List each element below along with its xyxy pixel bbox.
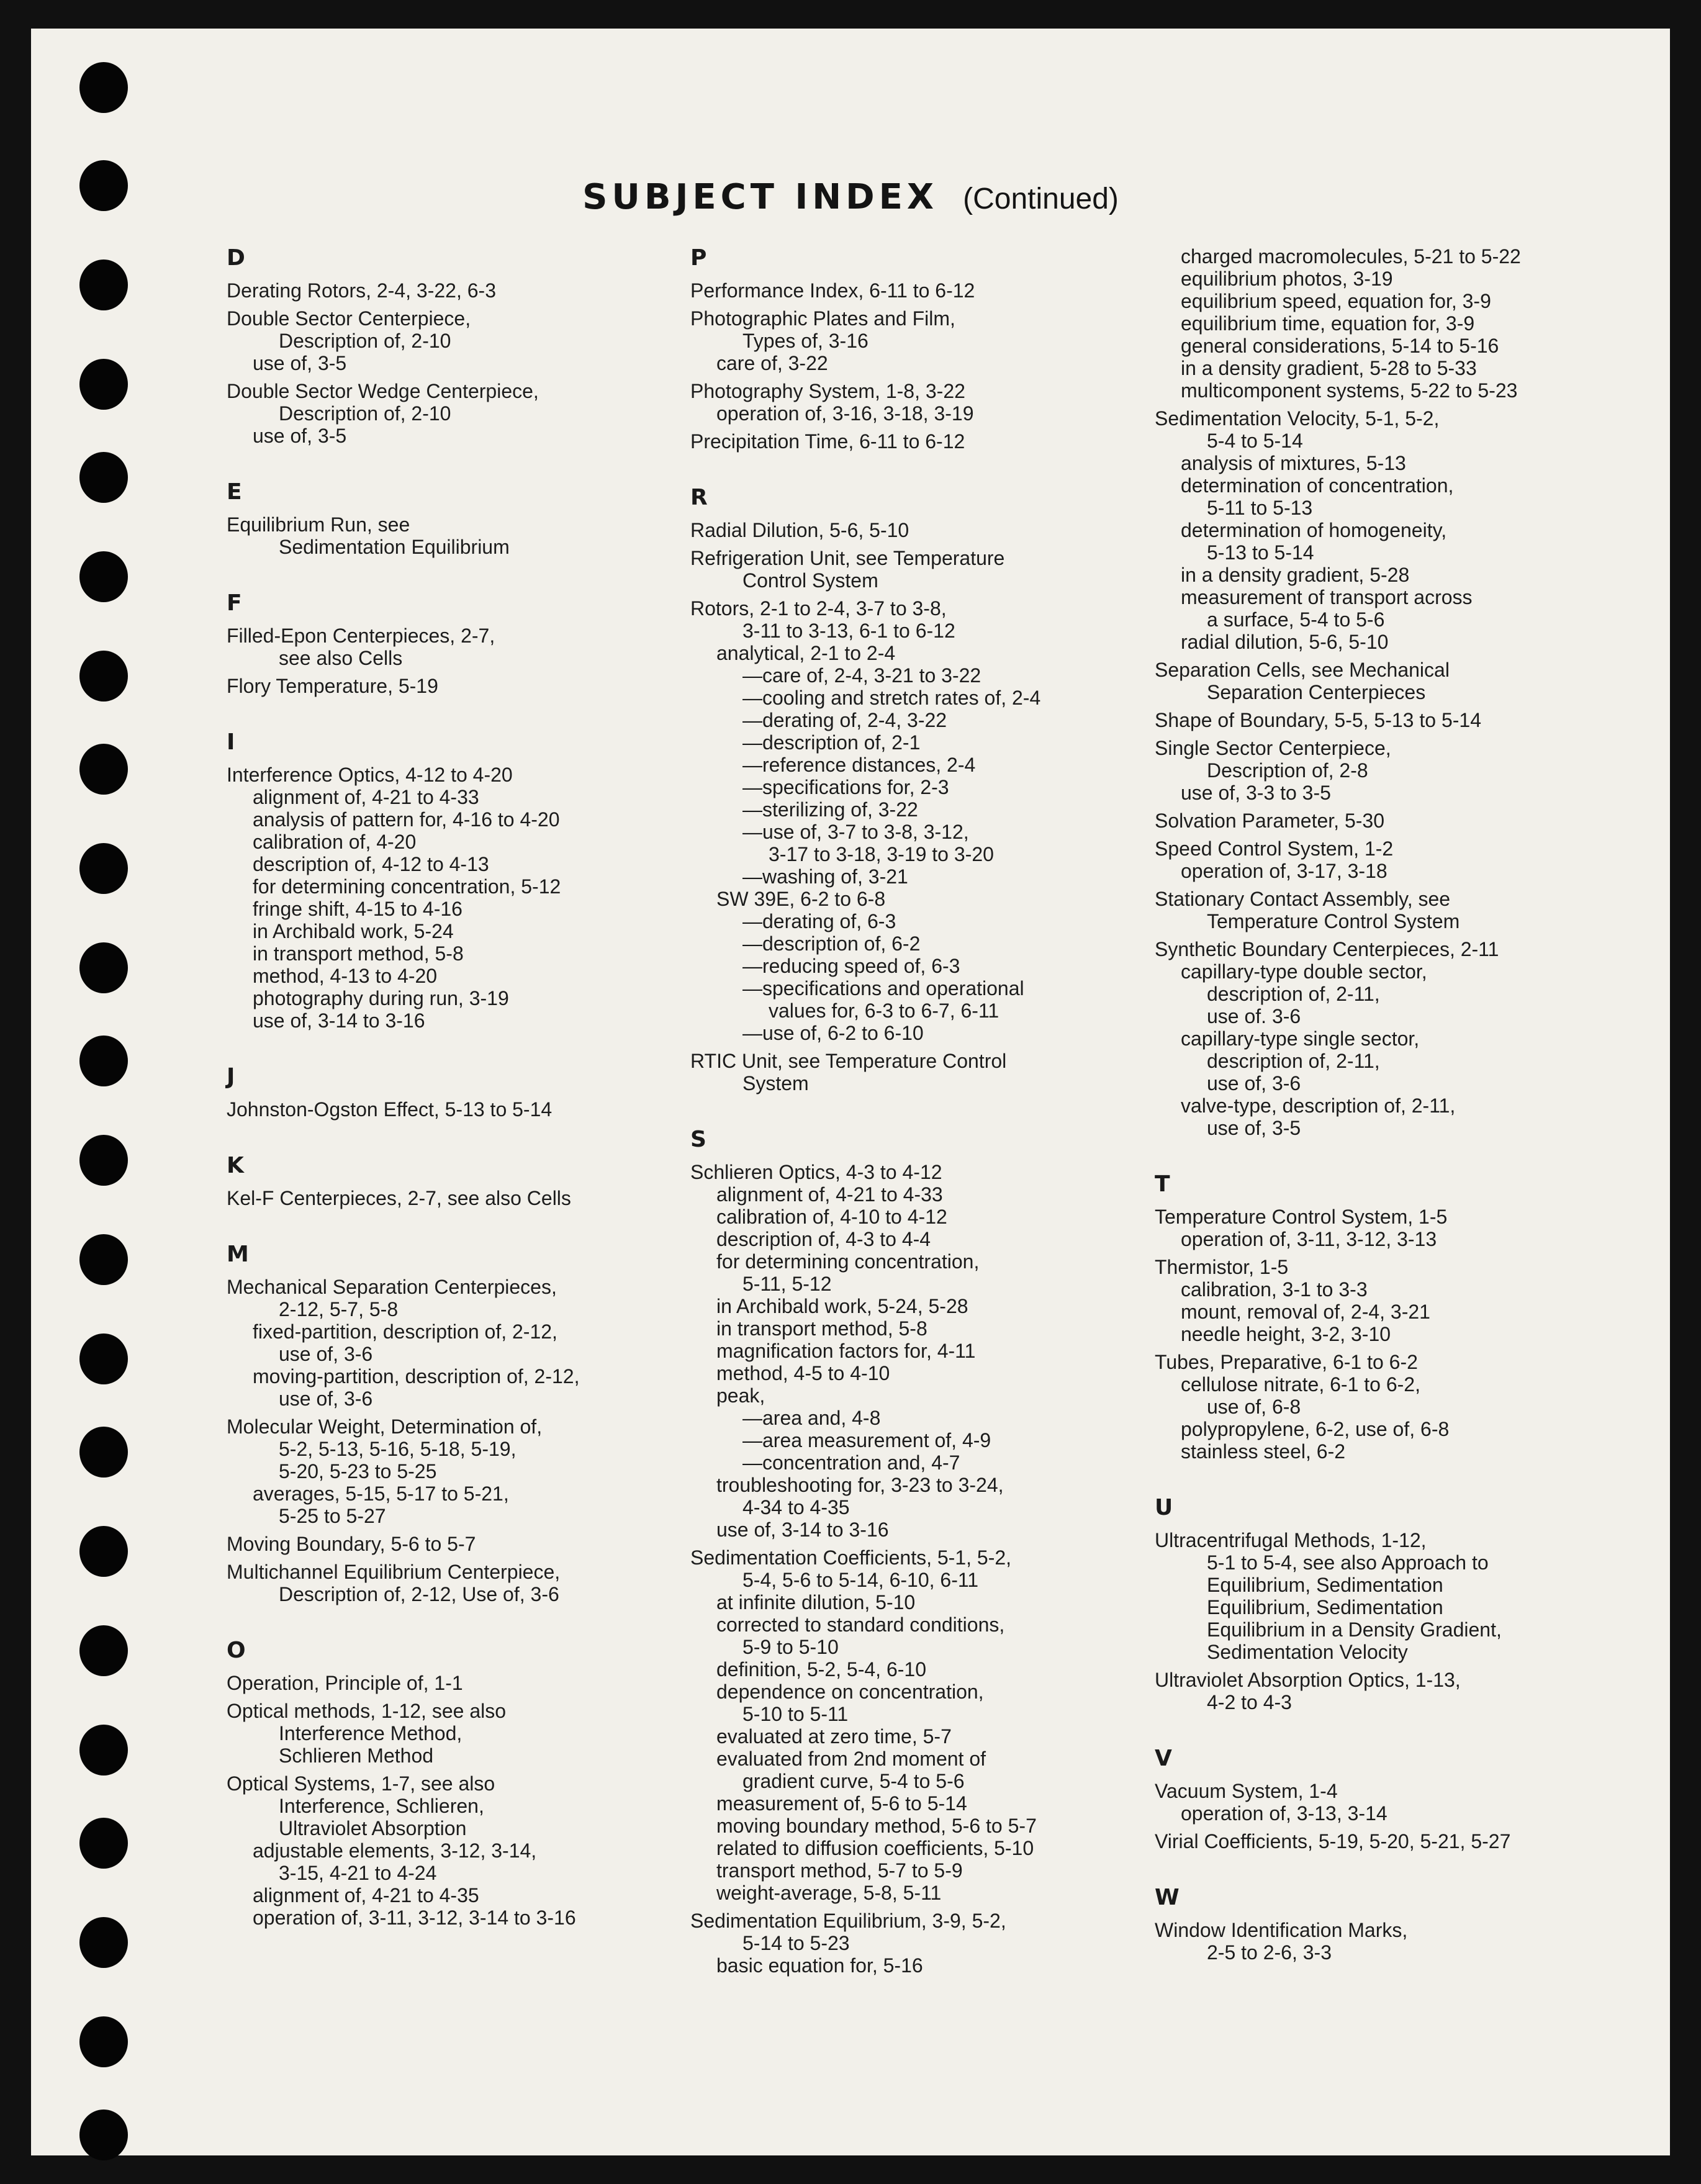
index-section <box>690 485 1150 1094</box>
entry-heading: Ultraviolet Absorption Optics, 1-13, <box>1155 1669 1461 1691</box>
entry-subline: calibration, 3-1 to 3-3 <box>1181 1278 1368 1301</box>
entry-subline: use of, 3-5 <box>253 425 347 447</box>
entry-subline: —derating of, 6-3 <box>742 910 896 932</box>
entry-subline: —care of, 2-4, 3-21 to 3-22 <box>742 664 981 687</box>
page-title <box>0 177 1701 217</box>
entry-heading: Filled-Epon Centerpieces, 2-7, <box>227 625 495 647</box>
index-entry <box>1155 1256 1614 1345</box>
index-section <box>1155 1885 1614 1964</box>
entry-subline: —concentration and, 4-7 <box>742 1451 960 1474</box>
entry-heading: Precipitation Time, 6-11 to 6-12 <box>690 430 965 453</box>
entry-subline: use of, 3-5 <box>253 352 347 374</box>
entry-subline: 2-12, 5-7, 5-8 <box>279 1298 399 1320</box>
section-letter: D <box>227 245 245 271</box>
entry-subline: use of, 3-3 to 3-5 <box>1181 782 1331 804</box>
index-section <box>227 729 686 1032</box>
entry-subline: operation of, 3-11, 3-12, 3-14 to 3-16 <box>253 1906 576 1929</box>
entry-subline: 3-17 to 3-18, 3-19 to 3-20 <box>769 843 994 865</box>
binder-hole <box>79 551 128 602</box>
entry-subline: Ultraviolet Absorption <box>279 1817 467 1839</box>
index-entry <box>1155 1780 1614 1825</box>
entry-subline: description of, 2-11, <box>1207 1050 1380 1072</box>
index-section <box>227 1242 686 1605</box>
entry-subline: method, 4-5 to 4-10 <box>716 1362 890 1384</box>
entry-heading: Performance Index, 6-11 to 6-12 <box>690 279 975 302</box>
entry-subline: Temperature Control System <box>1207 910 1460 932</box>
title-continued: (Continued) <box>963 183 1119 215</box>
entry-subline: measurement of transport across <box>1181 586 1473 608</box>
binder-hole <box>79 2016 128 2067</box>
entry-subline: —description of, 2-1 <box>742 731 921 754</box>
section-letter: R <box>690 485 708 510</box>
entry-subline: analytical, 2-1 to 2-4 <box>716 642 896 664</box>
entry-subline: in a density gradient, 5-28 <box>1181 564 1410 586</box>
entry-heading: Optical methods, 1-12, see also <box>227 1700 507 1722</box>
entry-subline: 4-34 to 4-35 <box>742 1496 850 1518</box>
entry-heading: Single Sector Centerpiece, <box>1155 737 1391 759</box>
index-entry <box>1155 1206 1614 1250</box>
entry-subline: 5-25 to 5-27 <box>279 1505 386 1527</box>
index-column-3 <box>1155 245 1614 1996</box>
index-entry <box>690 1161 1150 1541</box>
binder-hole <box>79 651 128 702</box>
entry-subline: —reducing speed of, 6-3 <box>742 955 960 977</box>
entry-subline: definition, 5-2, 5-4, 6-10 <box>716 1658 926 1681</box>
entry-subline: at infinite dilution, 5-10 <box>716 1591 916 1613</box>
entry-subline: —reference distances, 2-4 <box>742 754 976 776</box>
entry-subline: 5-14 to 5-23 <box>742 1932 850 1954</box>
index-section <box>227 1064 686 1121</box>
entry-subline: Separation Centerpieces <box>1207 681 1426 703</box>
entry-subline: description of, 2-11, <box>1207 983 1380 1005</box>
entry-heading: Stationary Contact Assembly, see <box>1155 888 1451 910</box>
entry-subline: evaluated at zero time, 5-7 <box>716 1725 952 1748</box>
entry-subline: 5-4 to 5-14 <box>1207 430 1303 452</box>
index-entry <box>227 1415 686 1527</box>
entry-heading: Molecular Weight, Determination of, <box>227 1415 543 1438</box>
index-section <box>690 1127 1150 1977</box>
index-column-2 <box>690 245 1150 2009</box>
entry-heading: Synthetic Boundary Centerpieces, 2-11 <box>1155 938 1499 960</box>
entry-subline: method, 4-13 to 4-20 <box>253 965 438 987</box>
entry-subline: dependence on concentration, <box>716 1681 984 1703</box>
entry-subline: basic equation for, 5-16 <box>716 1954 923 1977</box>
entry-heading: Thermistor, 1-5 <box>1155 1256 1289 1278</box>
entry-subline: use of, 6-8 <box>1207 1396 1301 1418</box>
entry-subline: 5-1 to 5-4, see also Approach to <box>1207 1551 1489 1574</box>
entry-subline: polypropylene, 6-2, use of, 6-8 <box>1181 1418 1450 1440</box>
entry-subline: Sedimentation Equilibrium <box>279 536 510 558</box>
index-entry <box>1155 938 1614 1139</box>
entry-subline: in Archibald work, 5-24, 5-28 <box>716 1295 968 1317</box>
entry-heading: Temperature Control System, 1-5 <box>1155 1206 1448 1228</box>
entry-subline: equilibrium time, equation for, 3-9 <box>1181 312 1475 335</box>
entry-subline: —use of, 3-7 to 3-8, 3-12, <box>742 821 969 843</box>
binder-hole <box>79 1917 128 1968</box>
entry-subline: 5-2, 5-13, 5-16, 5-18, 5-19, <box>279 1438 517 1460</box>
entry-heading: Sedimentation Coefficients, 5-1, 5-2, <box>690 1546 1012 1569</box>
index-entry <box>1155 837 1614 882</box>
entry-subline: measurement of, 5-6 to 5-14 <box>716 1792 967 1815</box>
section-letter: I <box>227 729 235 755</box>
entry-subline: weight-average, 5-8, 5-11 <box>716 1882 942 1904</box>
entry-subline: 2-5 to 2-6, 3-3 <box>1207 1941 1332 1964</box>
entry-subline: Description of, 2-10 <box>279 402 451 425</box>
index-entry <box>690 307 1150 374</box>
binder-hole <box>79 1725 128 1776</box>
entry-subline: Description of, 2-8 <box>1207 759 1368 782</box>
index-entry <box>1155 1919 1614 1964</box>
entry-subline: —description of, 6-2 <box>742 932 921 955</box>
entry-subline: calibration of, 4-10 to 4-12 <box>716 1206 947 1228</box>
index-entry <box>1155 1351 1614 1463</box>
entry-heading: Kel-F Centerpieces, 2-7, see also Cells <box>227 1187 571 1209</box>
index-column-1 <box>227 245 686 1961</box>
entry-subline: evaluated from 2nd moment of <box>716 1748 986 1770</box>
entry-heading: Optical Systems, 1-7, see also <box>227 1772 495 1795</box>
entry-subline: Description of, 2-12, Use of, 3-6 <box>279 1583 559 1605</box>
section-letter: S <box>690 1127 706 1152</box>
entry-subline: see also Cells <box>279 647 403 669</box>
index-section <box>227 245 686 447</box>
index-entry <box>1155 659 1614 703</box>
entry-subline: Description of, 2-10 <box>279 330 451 352</box>
index-entry <box>227 279 686 302</box>
entry-subline: SW 39E, 6-2 to 6-8 <box>716 888 886 910</box>
entry-subline: related to diffusion coefficients, 5-10 <box>716 1837 1034 1859</box>
section-letter: U <box>1155 1495 1173 1520</box>
entry-heading: Moving Boundary, 5-6 to 5-7 <box>227 1533 476 1555</box>
entry-subline: determination of concentration, <box>1181 474 1454 497</box>
index-section <box>1155 1171 1614 1463</box>
entry-heading: Radial Dilution, 5-6, 5-10 <box>690 519 909 541</box>
index-section <box>1155 1746 1614 1852</box>
entry-heading: Johnston-Ogston Effect, 5-13 to 5-14 <box>227 1098 553 1121</box>
entry-heading: Operation, Principle of, 1-1 <box>227 1672 463 1694</box>
entry-subline: mount, removal of, 2-4, 3-21 <box>1181 1301 1430 1323</box>
index-entry <box>227 1276 686 1410</box>
entry-subline: alignment of, 4-21 to 4-33 <box>253 786 479 808</box>
entry-subline: capillary-type single sector, <box>1181 1027 1420 1050</box>
section-letter: W <box>1155 1885 1180 1910</box>
entry-subline: 5-4, 5-6 to 5-14, 6-10, 6-11 <box>742 1569 979 1591</box>
index-entry <box>227 1187 686 1209</box>
binder-hole <box>79 1526 128 1577</box>
entry-heading: Flory Temperature, 5-19 <box>227 675 438 697</box>
index-entry <box>1155 245 1614 402</box>
entry-subline: —washing of, 3-21 <box>742 865 908 888</box>
entry-subline: equilibrium photos, 3-19 <box>1181 268 1393 290</box>
entry-subline: operation of, 3-17, 3-18 <box>1181 860 1387 882</box>
entry-subline: fixed-partition, description of, 2-12, <box>253 1320 557 1343</box>
entry-subline: Interference, Schlieren, <box>279 1795 484 1817</box>
index-entry <box>227 1098 686 1121</box>
entry-subline: transport method, 5-7 to 5-9 <box>716 1859 963 1882</box>
entry-heading: Interference Optics, 4-12 to 4-20 <box>227 764 513 786</box>
entry-subline: radial dilution, 5-6, 5-10 <box>1181 631 1389 653</box>
entry-subline: alignment of, 4-21 to 4-33 <box>716 1183 943 1206</box>
entry-subline: in transport method, 5-8 <box>253 942 464 965</box>
section-letter: T <box>1155 1171 1170 1197</box>
entry-subline: Types of, 3-16 <box>742 330 869 352</box>
entry-subline: moving-partition, description of, 2-12, <box>253 1365 580 1388</box>
entry-heading: Virial Coefficients, 5-19, 5-20, 5-21, 5-27 <box>1155 1830 1511 1852</box>
binder-hole <box>79 1234 128 1285</box>
entry-subline: description of, 4-12 to 4-13 <box>253 853 489 875</box>
title-main: SUBJECT INDEX <box>582 177 939 217</box>
entry-heading: Tubes, Preparative, 6-1 to 6-2 <box>1155 1351 1418 1373</box>
entry-subline: alignment of, 4-21 to 4-35 <box>253 1884 479 1906</box>
entry-subline: 5-11, 5-12 <box>742 1273 832 1295</box>
index-entry <box>227 513 686 558</box>
index-section <box>227 590 686 697</box>
entry-subline: gradient curve, 5-4 to 5-6 <box>742 1770 965 1792</box>
entry-subline: use of, 3-6 <box>279 1343 373 1365</box>
section-letter: K <box>227 1153 244 1178</box>
entry-heading: Photographic Plates and Film, <box>690 307 955 330</box>
entry-subline: Equilibrium, Sedimentation <box>1207 1574 1443 1596</box>
index-entry <box>690 519 1150 541</box>
binder-hole <box>79 942 128 993</box>
index-entry <box>227 675 686 697</box>
index-entry <box>690 597 1150 1044</box>
entry-heading: Sedimentation Velocity, 5-1, 5-2, <box>1155 407 1440 430</box>
index-entry <box>1155 709 1614 731</box>
entry-subline: determination of homogeneity, <box>1181 519 1447 541</box>
entry-subline: Sedimentation Velocity <box>1207 1641 1408 1663</box>
section-letter: O <box>227 1638 246 1663</box>
entry-subline: equilibrium speed, equation for, 3-9 <box>1181 290 1491 312</box>
entry-subline: Equilibrium, Sedimentation <box>1207 1596 1443 1618</box>
entry-subline: —specifications for, 2-3 <box>742 776 949 798</box>
index-entry <box>1155 407 1614 653</box>
entry-subline: Equilibrium in a Density Gradient, <box>1207 1618 1502 1641</box>
index-entry <box>227 380 686 447</box>
binder-hole <box>79 1135 128 1186</box>
index-entry <box>690 380 1150 425</box>
entry-subline: a surface, 5-4 to 5-6 <box>1207 608 1385 631</box>
entry-subline: —specifications and operational <box>742 977 1024 999</box>
section-letter: V <box>1155 1746 1172 1771</box>
entry-heading: Window Identification Marks, <box>1155 1919 1408 1941</box>
section-letter: J <box>227 1064 235 1090</box>
entry-subline: System <box>742 1072 809 1094</box>
binder-hole <box>79 452 128 503</box>
entry-heading: Separation Cells, see Mechanical <box>1155 659 1450 681</box>
index-section <box>1155 1495 1614 1713</box>
entry-subline: needle height, 3-2, 3-10 <box>1181 1323 1391 1345</box>
binder-hole <box>79 744 128 795</box>
entry-subline: use of. 3-6 <box>1207 1005 1301 1027</box>
entry-subline: use of, 3-6 <box>1207 1072 1301 1094</box>
entry-subline: adjustable elements, 3-12, 3-14, <box>253 1839 537 1862</box>
entry-subline: analysis of mixtures, 5-13 <box>1181 452 1406 474</box>
entry-subline: use of, 3-14 to 3-16 <box>253 1009 425 1032</box>
entry-subline: care of, 3-22 <box>716 352 828 374</box>
index-entry <box>1155 1529 1614 1663</box>
entry-subline: troubleshooting for, 3-23 to 3-24, <box>716 1474 1004 1496</box>
entry-subline: averages, 5-15, 5-17 to 5-21, <box>253 1482 509 1505</box>
entry-subline: —sterilizing of, 3-22 <box>742 798 918 821</box>
entry-subline: in transport method, 5-8 <box>716 1317 927 1340</box>
entry-heading: Photography System, 1-8, 3-22 <box>690 380 965 402</box>
index-entry <box>1155 810 1614 832</box>
entry-heading: Double Sector Centerpiece, <box>227 307 471 330</box>
index-entry <box>690 547 1150 592</box>
entry-subline: general considerations, 5-14 to 5-16 <box>1181 335 1499 357</box>
index-section <box>1155 245 1614 1139</box>
entry-heading: RTIC Unit, see Temperature Control <box>690 1050 1007 1072</box>
index-section <box>227 1153 686 1209</box>
entry-heading: Refrigeration Unit, see Temperature <box>690 547 1005 569</box>
entry-subline: use of, 3-5 <box>1207 1117 1301 1139</box>
entry-subline: peak, <box>716 1384 765 1407</box>
entry-heading: Shape of Boundary, 5-5, 5-13 to 5-14 <box>1155 709 1481 731</box>
binder-holes <box>79 62 129 2111</box>
entry-subline: cellulose nitrate, 6-1 to 6-2, <box>1181 1373 1420 1396</box>
entry-heading: Ultracentrifugal Methods, 1-12, <box>1155 1529 1427 1551</box>
entry-heading: Mechanical Separation Centerpieces, <box>227 1276 557 1298</box>
index-entry <box>690 1050 1150 1094</box>
entry-subline: —use of, 6-2 to 6-10 <box>742 1022 924 1044</box>
entry-heading: Rotors, 2-1 to 2-4, 3-7 to 3-8, <box>690 597 947 620</box>
entry-subline: operation of, 3-11, 3-12, 3-13 <box>1181 1228 1437 1250</box>
entry-subline: analysis of pattern for, 4-16 to 4-20 <box>253 808 560 831</box>
entry-subline: use of, 3-6 <box>279 1388 373 1410</box>
index-entry <box>690 1546 1150 1904</box>
entry-subline: 5-20, 5-23 to 5-25 <box>279 1460 437 1482</box>
index-entry <box>227 1700 686 1767</box>
index-entry <box>227 1772 686 1929</box>
index-entry <box>227 1533 686 1555</box>
entry-subline: 3-11 to 3-13, 6-1 to 6-12 <box>742 620 955 642</box>
index-entry <box>227 1672 686 1694</box>
index-entry <box>1155 888 1614 932</box>
entry-subline: —cooling and stretch rates of, 2-4 <box>742 687 1041 709</box>
entry-subline: valve-type, description of, 2-11, <box>1181 1094 1456 1117</box>
binder-hole <box>79 2110 128 2160</box>
index-entry <box>1155 1830 1614 1852</box>
entry-heading: Speed Control System, 1-2 <box>1155 837 1394 860</box>
section-letter: F <box>227 590 242 616</box>
entry-subline: 5-11 to 5-13 <box>1207 497 1313 519</box>
binder-hole <box>79 1333 128 1384</box>
entry-subline: moving boundary method, 5-6 to 5-7 <box>716 1815 1037 1837</box>
index-entry <box>690 279 1150 302</box>
binder-hole <box>79 1818 128 1869</box>
entry-subline: in Archibald work, 5-24 <box>253 920 454 942</box>
entry-heading: Sedimentation Equilibrium, 3-9, 5-2, <box>690 1910 1006 1932</box>
entry-heading: Derating Rotors, 2-4, 3-22, 6-3 <box>227 279 496 302</box>
entry-subline: use of, 3-14 to 3-16 <box>716 1518 889 1541</box>
binder-hole <box>79 62 128 113</box>
binder-hole <box>79 259 128 310</box>
index-entry <box>227 764 686 1032</box>
binder-hole <box>79 843 128 894</box>
entry-subline: fringe shift, 4-15 to 4-16 <box>253 898 462 920</box>
index-entry <box>1155 1669 1614 1713</box>
binder-hole <box>79 359 128 410</box>
entry-heading: charged macromolecules, 5-21 to 5-22 <box>1181 245 1521 268</box>
entry-subline: in a density gradient, 5-28 to 5-33 <box>1181 357 1477 379</box>
entry-subline: operation of, 3-16, 3-18, 3-19 <box>716 402 974 425</box>
entry-subline: magnification factors for, 4-11 <box>716 1340 976 1362</box>
entry-subline: photography during run, 3-19 <box>253 987 509 1009</box>
index-entry <box>227 1561 686 1605</box>
index-entry <box>1155 737 1614 804</box>
entry-subline: 5-10 to 5-11 <box>742 1703 849 1725</box>
entry-heading: Equilibrium Run, see <box>227 513 410 536</box>
entry-subline: Schlieren Method <box>279 1744 434 1767</box>
section-letter: P <box>690 245 707 271</box>
index-entry <box>690 430 1150 453</box>
binder-hole <box>79 1036 128 1086</box>
entry-heading: Multichannel Equilibrium Centerpiece, <box>227 1561 561 1583</box>
entry-subline: multicomponent systems, 5-22 to 5-23 <box>1181 379 1518 402</box>
entry-subline: stainless steel, 6-2 <box>1181 1440 1346 1463</box>
index-entry <box>227 625 686 669</box>
entry-subline: 5-9 to 5-10 <box>742 1636 839 1658</box>
entry-subline: 4-2 to 4-3 <box>1207 1691 1292 1713</box>
entry-subline: —area measurement of, 4-9 <box>742 1429 991 1451</box>
index-section <box>690 245 1150 453</box>
entry-subline: values for, 6-3 to 6-7, 6-11 <box>769 999 999 1022</box>
entry-heading: Double Sector Wedge Centerpiece, <box>227 380 539 402</box>
entry-subline: description of, 4-3 to 4-4 <box>716 1228 931 1250</box>
entry-subline: corrected to standard conditions, <box>716 1613 1005 1636</box>
entry-subline: Control System <box>742 569 878 592</box>
entry-subline: 3-15, 4-21 to 4-24 <box>279 1862 437 1884</box>
entry-heading: Schlieren Optics, 4-3 to 4-12 <box>690 1161 942 1183</box>
entry-subline: for determining concentration, 5-12 <box>253 875 561 898</box>
entry-subline: operation of, 3-13, 3-14 <box>1181 1802 1387 1825</box>
index-entry <box>227 307 686 374</box>
entry-heading: Solvation Parameter, 5-30 <box>1155 810 1384 832</box>
binder-hole <box>79 1427 128 1478</box>
entry-subline: Interference Method, <box>279 1722 462 1744</box>
index-entry <box>690 1910 1150 1977</box>
section-letter: M <box>227 1242 249 1267</box>
entry-subline: calibration of, 4-20 <box>253 831 417 853</box>
entry-subline: capillary-type double sector, <box>1181 960 1427 983</box>
section-letter: E <box>227 479 242 505</box>
entry-subline: —area and, 4-8 <box>742 1407 881 1429</box>
index-section <box>227 479 686 558</box>
entry-subline: for determining concentration, <box>716 1250 980 1273</box>
binder-hole <box>79 1625 128 1676</box>
entry-subline: 5-13 to 5-14 <box>1207 541 1314 564</box>
index-section <box>227 1638 686 1929</box>
entry-subline: —derating of, 2-4, 3-22 <box>742 709 947 731</box>
entry-heading: Vacuum System, 1-4 <box>1155 1780 1338 1802</box>
